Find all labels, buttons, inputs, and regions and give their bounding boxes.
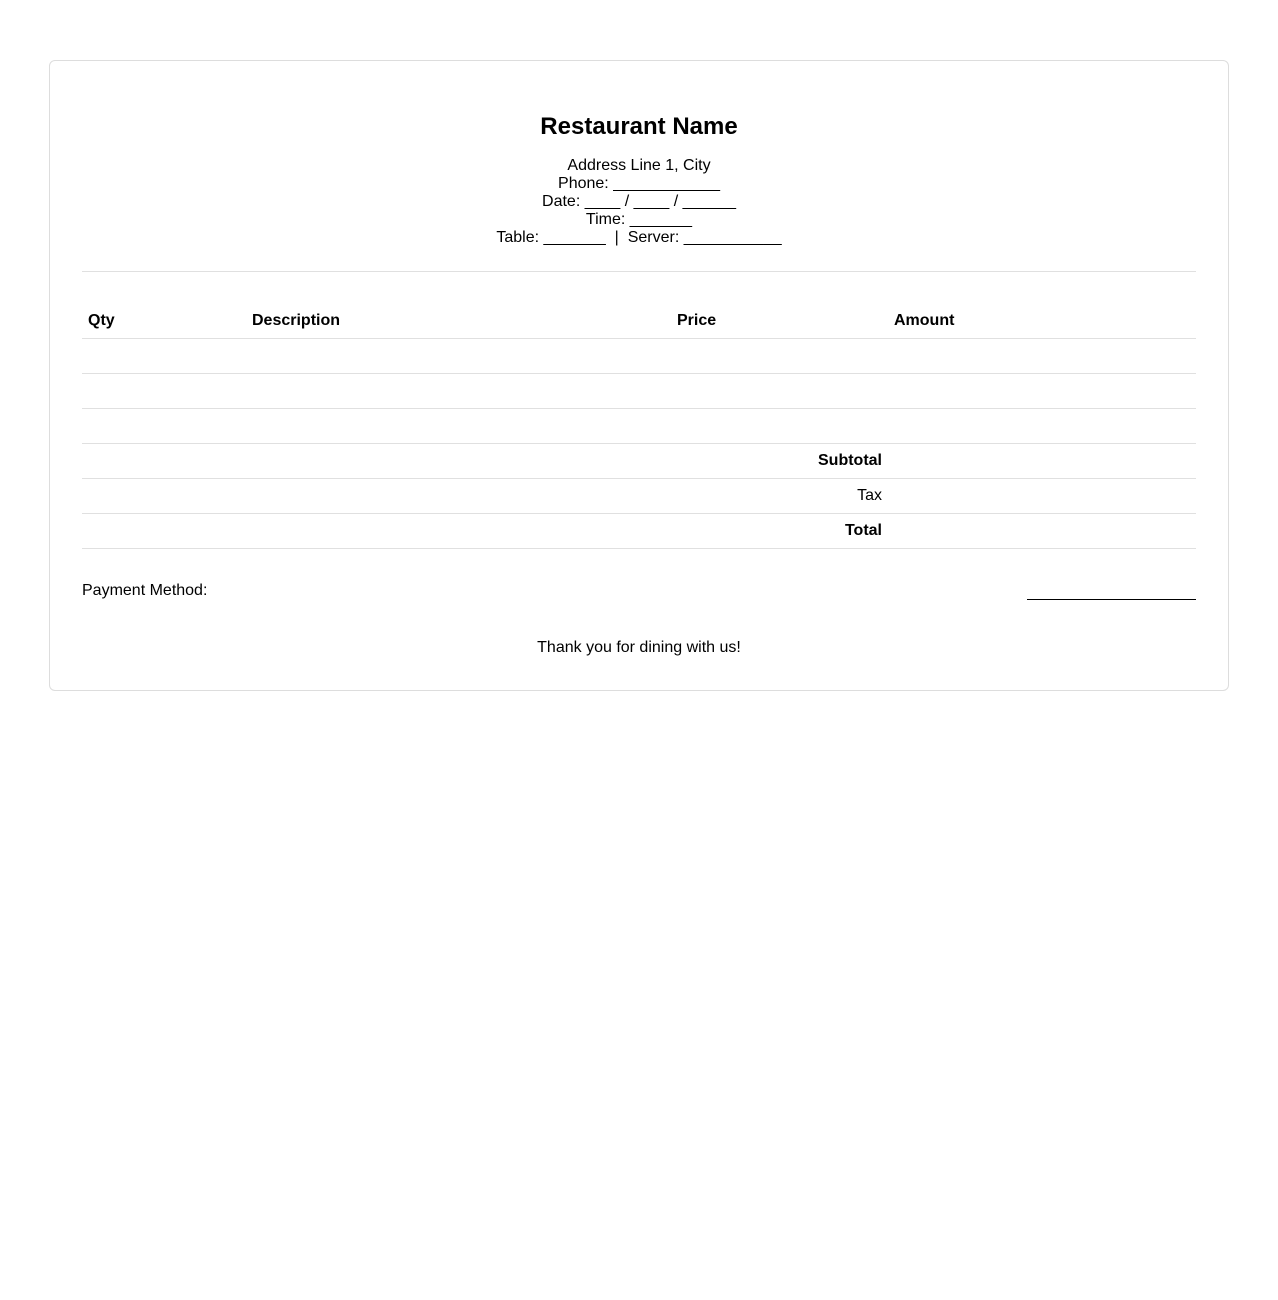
cell-description [246, 409, 671, 444]
header-divider [82, 271, 1196, 272]
table-row [82, 374, 1196, 409]
subtotal-row [82, 444, 1196, 479]
restaurant-info [82, 157, 1196, 247]
cell-qty [82, 339, 246, 374]
column-header-qty: Qty [82, 303, 246, 339]
cell-amount [888, 339, 1196, 374]
tax-value [888, 479, 1196, 514]
payment-method-blank [1027, 585, 1196, 600]
table-row [82, 409, 1196, 444]
subtotal-label: Subtotal [82, 444, 888, 479]
total-label: Total [82, 514, 888, 549]
address-line: Address Line 1, City [567, 157, 711, 174]
cell-amount [888, 374, 1196, 409]
cell-price [671, 339, 888, 374]
column-header-description: Description [246, 303, 671, 339]
payment-method-row [82, 580, 1196, 600]
cell-description [246, 374, 671, 409]
time-line: Time: _______ [585, 211, 693, 228]
receipt-header [82, 81, 1196, 247]
thank-you-message: Thank you for dining with us! [537, 639, 741, 656]
tax-row [82, 479, 1196, 514]
cell-qty [82, 374, 246, 409]
table-server-line: Table: _______ | Server: ___________ [496, 229, 782, 246]
cell-amount [888, 409, 1196, 444]
cell-price [671, 374, 888, 409]
receipt-card [49, 60, 1229, 691]
column-header-amount: Amount [888, 303, 1196, 339]
total-row [82, 514, 1196, 549]
restaurant-name: Restaurant Name [540, 113, 738, 140]
payment-method-label: Payment Method: [82, 582, 208, 599]
cell-qty [82, 409, 246, 444]
column-header-price: Price [671, 303, 888, 339]
cell-price [671, 409, 888, 444]
date-line: Date: ____ / ____ / ______ [542, 193, 736, 210]
subtotal-value [888, 444, 1196, 479]
table-header-row [82, 303, 1196, 339]
table-row [82, 339, 1196, 374]
phone-line: Phone: ____________ [558, 175, 720, 192]
items-table [82, 303, 1196, 549]
cell-description [246, 339, 671, 374]
tax-label: Tax [82, 479, 888, 514]
total-value [888, 514, 1196, 549]
